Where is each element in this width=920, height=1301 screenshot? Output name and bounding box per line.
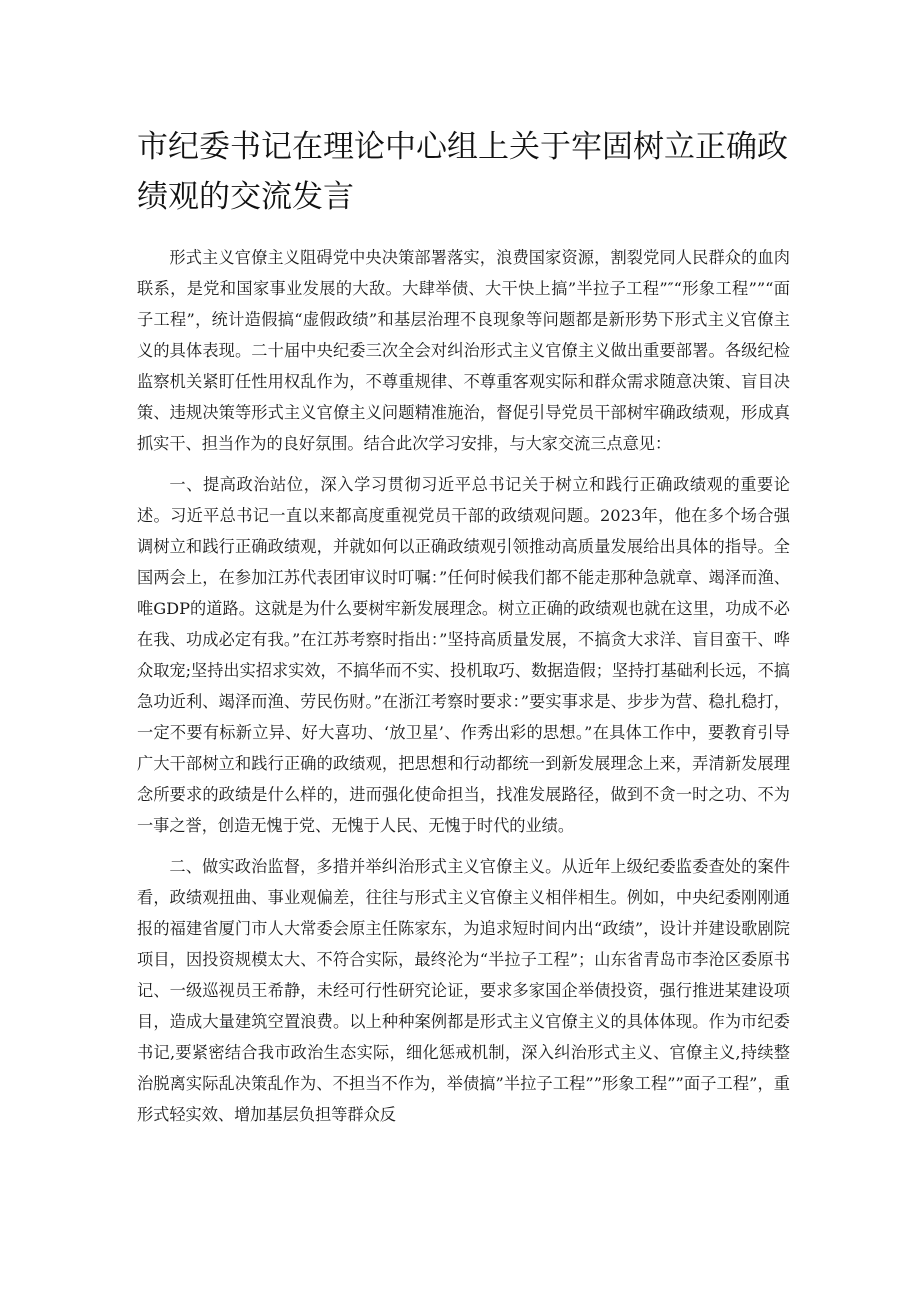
paragraph-point-two: 二、做实政治监督，多措并举纠治形式主义官僚主义。从近年上级纪委监委查处的案件看，政绩观扭曲、事业观偏差，往往与形式主义官僚主义相伴相生。例如，中央纪委刚刚通报的福建省厦门市人大常委会原主任陈家东，为追求短时间内出“政绩”，设计并建设歌剧院项目，因投资规模太大、不符合实际，最终沦为“半拉子工程”；山东省青岛市李沧区委原书记、一级巡视员王希静，未经可行性研究论证，要求多家国企举债投资，强行推进某建设项目，造成大量建筑空置浪费。以上种种案例都是形式主义官僚主义的具体体现。作为市纪委书记,要紧密结合我市政治生态实际，细化惩戒机制，深入纠治形式主义、官僚主义,持续整治脱离实际乱决策乱作为、不担当不作为，举债搞”半拉子工程””形象工程””面子工程”，重形式轻实效、增加基层负担等群众反 (137, 857, 790, 1124)
paragraph-point-one: 一、提高政治站位，深入学习贯彻习近平总书记关于树立和践行正确政绩观的重要论述。习近平总书记一直以来都高度重视党员干部的政绩观问题。2023年，他在多个场合强调树立和践行正确政绩观，并就如何以正确政绩观引领推动高质量发展给出具体的指导。全国两会上，在参加江苏代表团审议时叮嘱：”任何时候我们都不能走那种急就章、竭泽而渔、唯GDP的道路。这就是为什么要树牢新发展理念。树立正确的政绩观也就在这里，功成不必在我、功成必定有我。”在江苏考察时指出：”坚持高质量发展，不搞贪大求洋、盲目蛮干、哗众取宠;坚持出实招求实效，不搞华而不实、投机取巧、数据造假；坚持打基础利长远，不搞急功近利、竭泽而渔、劳民伤财。”在浙江考察时要求：”要实事求是、步步为营、稳扎稳打，一定不要有标新立异、好大喜功、‘放卫星’、作秀出彩的思想。”在具体工作中，要教育引导广大干部树立和践行正确的政绩观，把思想和行动都统一到新发展理念上来，弄清新发展理念所要求的政绩是什么样的，进而强化使命担当，找准发展路径，做到不贪一时之功、不为一事之誉，创造无愧于党、无愧于人民、无愧于时代的业绩。 (137, 475, 790, 835)
document-title: 市纪委书记在理论中心组上关于牢固树立正确政绩观的交流发言 (137, 129, 788, 215)
document-body (137, 242, 790, 1140)
paragraph-intro: 形式主义官僚主义阻碍党中央决策部署落实，浪费国家资源，割裂党同人民群众的血肉联系，是党和国家事业发展的大敌。大肆举债、大干快上搞”半拉子工程”″“形象工程””“面子工程”，统计造假搞“虚假政绩”和基层治理不良现象等问题都是新形势下形式主义官僚主义的具体表现。二十届中央纪委三次全会对纠治形式主义官僚主义做出重要部署。各级纪检监察机关紧盯任性用权乱作为，不尊重规律、不尊重客观实际和群众需求随意决策、盲目决策、违规决策等形式主义官僚主义问题精准施治，督促引导党员干部树牢确政绩观，形成真抓实干、担当作为的良好氛围。结合此次学习安排，与大家交流三点意见： (137, 248, 790, 453)
